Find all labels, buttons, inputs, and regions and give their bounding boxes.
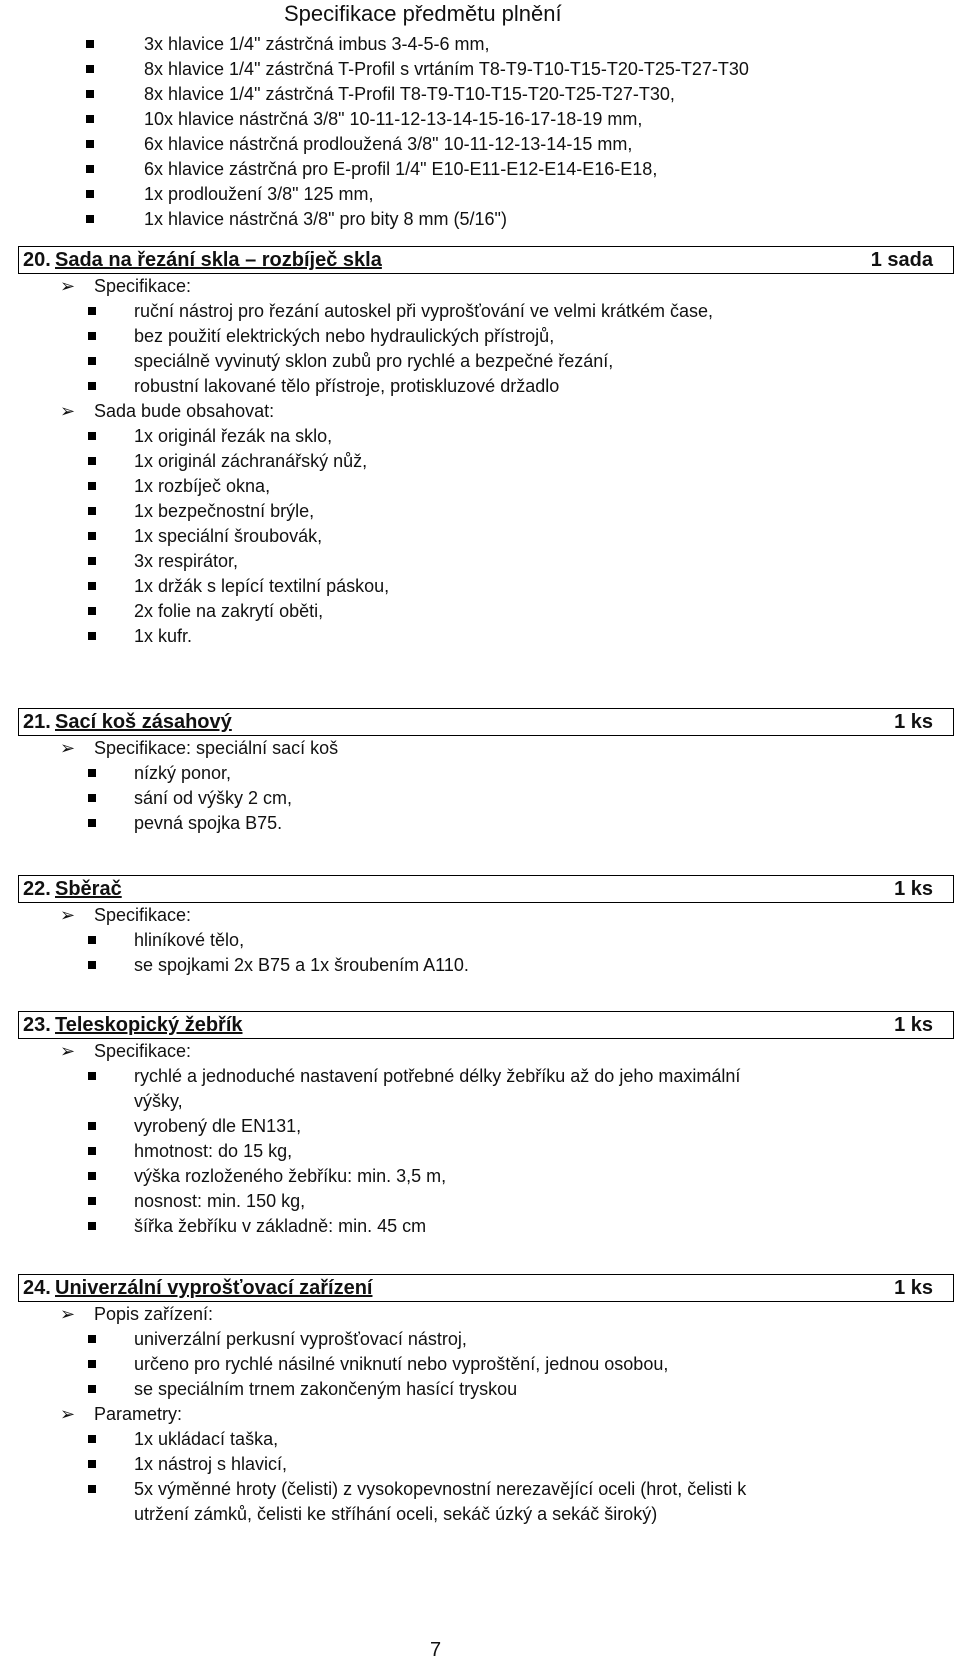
list-item: 3x respirátor,: [18, 549, 954, 574]
square-bullet-icon: [88, 307, 96, 315]
square-bullet-icon: [88, 1197, 96, 1205]
arrow-bullet-icon: ➢: [60, 905, 76, 925]
square-bullet-icon: [88, 1222, 96, 1230]
list-item: 1x rozbíječ okna,: [18, 474, 954, 499]
arrow-bullet-icon: ➢: [60, 738, 76, 758]
list-item: výška rozloženého žebříku: min. 3,5 m,: [18, 1164, 954, 1189]
section-number: 23.: [23, 1014, 51, 1036]
list-item: určeno pro rychlé násilné vniknutí nebo vyproštění, jednou osobou,: [18, 1352, 954, 1377]
square-bullet-icon: [88, 1485, 96, 1493]
list-item: 5x výměnné hroty (čelisti) z vysokopevnostní nerezavějící oceli (hrot, čelisti k: [18, 1477, 954, 1502]
section-23: [18, 1011, 954, 1239]
arrow-bullet-icon: ➢: [60, 401, 76, 421]
square-bullet-icon: [88, 769, 96, 777]
square-bullet-icon: [88, 1385, 96, 1393]
section-22: [18, 875, 954, 978]
list-item: hmotnost: do 15 kg,: [18, 1139, 954, 1164]
document-page: Specifikace předmětu plnění 3x hlavice 1/4" zástrčná imbus 3-4-5-6 mm, 8x hlavice 1/4" zástrčná T-Profil s vrtáním T8-T9-T10-T15-T20-T25-T27-T30 8x hlavice 1/4" zástrčná T-Profil T8-T9-T10-T15-T20-T25-T27-T30, 10x hlavice nástrčná 3/8" 10-11-12-13-14-15-16-17-18-19 mm, 6x hlavice nástrčná prodloužená 3/8" 10-11-12-13-14-15 mm, 6x hlavice zástrčná pro E-profil 1/4" E10-E11-E12-E14-E16-E18, 1x prodloužení 3/8" 125 mm, 1x hlavice nástrčná 3/8" pro bity 8 mm (5/16") 20. Sada na řezání skla – rozbíječ skla 1 sada ➢ Specifikace: ruční nástroj pro řezání autoskel při vyprošťování ve velmi krátkém čase, bez použití elektrických nebo hydraulických přístrojů, speciálně vyvinutý sklon zubů pro rychlé a bezpečné řezání, robustní lakované tělo přístroje, protiskluzové držadlo ➢ Sada bude obsahovat: 1x originál řezák na sklo, 1x originál záchranářský nůž, 1x rozbíječ okna, 1x bezpečnostní brýle, 1x speciální šroubovák, 3x respirátor, 1x držák s lepící textilní páskou, 2x folie na zakrytí oběti, 1x kufr. 21. Sací koš zásahový 1 ks ➢ Specifikace: speciální sací koš nízký ponor, sání od výšky 2 cm, pevná spojka B75. 22. Sběrač 1 ks ➢ Specifikace: hliníkové tělo, se spojkami 2x B75 a 1x šroubením A110. 23. Teleskopický žebřík 1 ks ➢ Specifikace: rychlé a jednoduché nastavení potřebné délky žebříku až do jeho maximální výšky, vyrobený dle EN131, hmotnost: do 15 kg, výška rozloženého žebříku: min. 3,5 m, nosnost: min. 150 kg, šířka žebříku v základně: min. 45 cm 24. Univerzální vyprošťovací zařízení 1 ks ➢ Popis zařízení: univerzální perkusní vyprošťovací nástroj, určeno pro rychlé násilné vniknutí nebo vyproštění, jednou osobou, se speciálním trnem zakončeným hasící tryskou ➢ Parametry: 1x ukládací taška, 1x nástroj s hlavicí, 5x výměnné hroty (čelisti) z vysokopevnostní nerezavějící oceli (hrot, čelisti k utržení zámků, čelisti ke stříhání oceli, sekáč úzký a sekáč široký) 7: [0, 0, 960, 1677]
list-item: nízký ponor,: [18, 761, 954, 786]
list-item: bez použití elektrických nebo hydraulických přístrojů,: [18, 324, 954, 349]
square-bullet-icon: [88, 607, 96, 615]
section-quantity: 1 ks: [894, 711, 933, 733]
square-bullet-icon: [88, 1435, 96, 1443]
section-quantity: 1 ks: [894, 878, 933, 900]
section-name: Sada na řezání skla – rozbíječ skla: [55, 249, 382, 271]
square-bullet-icon: [88, 582, 96, 590]
list-item-continuation: výšky,: [134, 1091, 183, 1111]
square-bullet-icon: [88, 1360, 96, 1368]
square-bullet-icon: [88, 482, 96, 490]
section-number: 22.: [23, 878, 51, 900]
section-name: Teleskopický žebřík: [55, 1014, 243, 1036]
square-bullet-icon: [88, 632, 96, 640]
spec-heading: ➢ Specifikace: speciální sací koš: [18, 736, 954, 761]
square-bullet-icon: [88, 1122, 96, 1130]
section-heading: [18, 1274, 954, 1302]
section-name: Sací koš zásahový: [55, 711, 232, 733]
square-bullet-icon: [88, 532, 96, 540]
section-heading: [18, 875, 954, 903]
square-bullet-icon: [86, 115, 94, 123]
list-item: 2x folie na zakrytí oběti,: [18, 599, 954, 624]
arrow-bullet-icon: ➢: [60, 1304, 76, 1324]
section-21: [18, 708, 954, 836]
list-item: 1x nástroj s hlavicí,: [18, 1452, 954, 1477]
list-item: vyrobený dle EN131,: [18, 1114, 954, 1139]
list-item: robustní lakované tělo přístroje, protiskluzové držadlo: [18, 374, 954, 399]
section-title: Specifikace předmětu plnění: [284, 1, 562, 26]
arrow-bullet-icon: ➢: [60, 1041, 76, 1061]
list-item: 1x držák s lepící textilní páskou,: [18, 574, 954, 599]
square-bullet-icon: [88, 1147, 96, 1155]
list-item: 1x bezpečnostní brýle,: [18, 499, 954, 524]
section-name: Sběrač: [55, 878, 122, 900]
page-number: 7: [430, 1639, 442, 1661]
square-bullet-icon: [86, 90, 94, 98]
square-bullet-icon: [88, 819, 96, 827]
list-item: sání od výšky 2 cm,: [18, 786, 954, 811]
square-bullet-icon: [86, 140, 94, 148]
square-bullet-icon: [86, 190, 94, 198]
section-number: 20.: [23, 249, 51, 271]
list-item: hliníkové tělo,: [18, 928, 954, 953]
list-item: 1x originál záchranářský nůž,: [18, 449, 954, 474]
list-item: ruční nástroj pro řezání autoskel při vyprošťování ve velmi krátkém čase,: [18, 299, 954, 324]
list-item: rychlé a jednoduché nastavení potřebné délky žebříku až do jeho maximální: [18, 1064, 954, 1089]
square-bullet-icon: [88, 557, 96, 565]
section-quantity: 1 ks: [894, 1014, 933, 1036]
section-number: 21.: [23, 711, 51, 733]
section-24: [18, 1274, 954, 1527]
section-heading: [18, 1011, 954, 1039]
list-item: šířka žebříku v základně: min. 45 cm: [18, 1214, 954, 1239]
square-bullet-icon: [88, 382, 96, 390]
square-bullet-icon: [88, 1335, 96, 1343]
list-item: nosnost: min. 150 kg,: [18, 1189, 954, 1214]
square-bullet-icon: [88, 936, 96, 944]
list-item: 1x speciální šroubovák,: [18, 524, 954, 549]
list-item-continuation: utržení zámků, čelisti ke stříhání oceli, sekáč úzký a sekáč široký): [134, 1504, 658, 1524]
square-bullet-icon: [88, 1072, 96, 1080]
square-bullet-icon: [88, 1460, 96, 1468]
section-number: 24.: [23, 1277, 51, 1299]
square-bullet-icon: [88, 432, 96, 440]
description-heading: ➢ Popis zařízení:: [18, 1302, 954, 1327]
list-item: 1x kufr.: [18, 624, 954, 649]
spec-heading: ➢ Specifikace:: [18, 274, 954, 299]
list-item: se speciálním trnem zakončeným hasící tryskou: [18, 1377, 954, 1402]
list-item: speciálně vyvinutý sklon zubů pro rychlé a bezpečné řezání,: [18, 349, 954, 374]
square-bullet-icon: [88, 794, 96, 802]
list-item: 1x ukládací taška,: [18, 1427, 954, 1452]
arrow-bullet-icon: ➢: [60, 276, 76, 296]
square-bullet-icon: [86, 165, 94, 173]
parameters-heading: ➢ Parametry:: [18, 1402, 954, 1427]
square-bullet-icon: [88, 357, 96, 365]
section-quantity: 1 ks: [894, 1277, 933, 1299]
section-name: Univerzální vyprošťovací zařízení: [55, 1277, 373, 1299]
contents-heading: ➢ Sada bude obsahovat:: [18, 399, 954, 424]
spec-heading: ➢ Specifikace:: [18, 1039, 954, 1064]
spec-heading: ➢ Specifikace:: [18, 903, 954, 928]
square-bullet-icon: [86, 65, 94, 73]
list-item: se spojkami 2x B75 a 1x šroubením A110.: [18, 953, 954, 978]
list-item: 1x originál řezák na sklo,: [18, 424, 954, 449]
section-heading: [18, 708, 954, 736]
square-bullet-icon: [88, 457, 96, 465]
square-bullet-icon: [88, 332, 96, 340]
section-quantity: 1 sada: [870, 249, 933, 271]
square-bullet-icon: [86, 40, 94, 48]
square-bullet-icon: [88, 1172, 96, 1180]
list-item: univerzální perkusní vyprošťovací nástroj,: [18, 1327, 954, 1352]
square-bullet-icon: [88, 961, 96, 969]
square-bullet-icon: [86, 215, 94, 223]
list-item: pevná spojka B75.: [18, 811, 954, 836]
arrow-bullet-icon: ➢: [60, 1404, 76, 1424]
square-bullet-icon: [88, 507, 96, 515]
section-heading: [18, 246, 954, 274]
section-20: [18, 246, 954, 649]
